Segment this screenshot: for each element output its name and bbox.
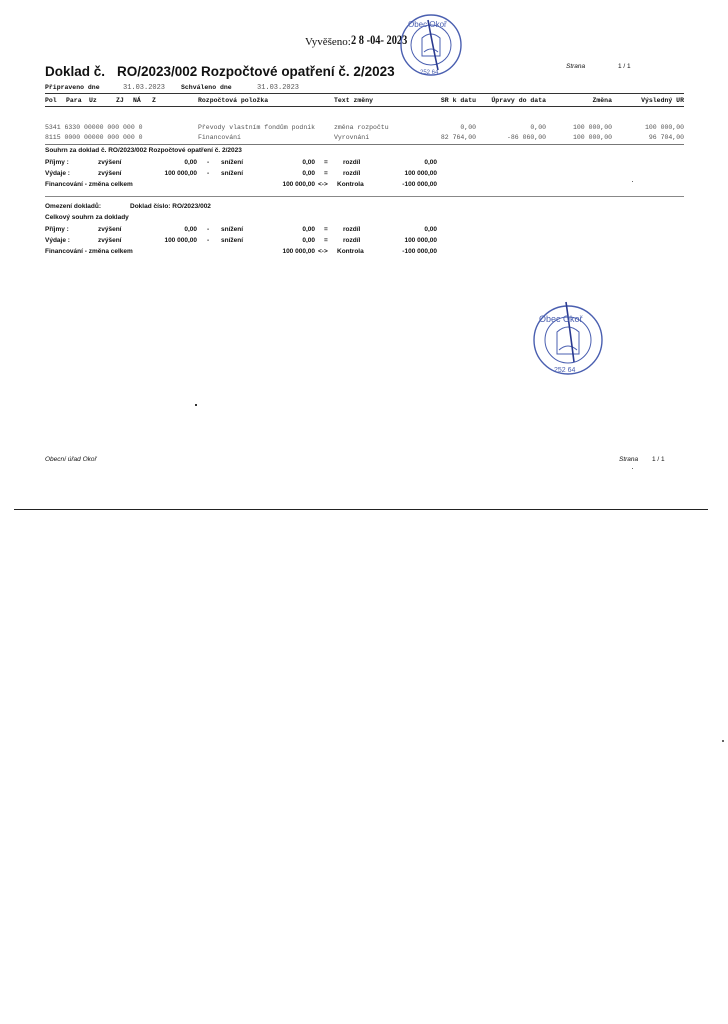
summary2-title: Celkový souhrn za doklady <box>45 214 129 221</box>
doc-title: RO/2023/002 Rozpočtové opatření č. 2/2023 <box>117 64 395 79</box>
col-na: NÁ <box>133 97 141 104</box>
row-codes: 8115 0000 00000 000 000 0 <box>45 134 143 141</box>
prijmy-label: Příjmy : <box>45 226 69 233</box>
rozdil-label: rozdíl <box>343 226 361 233</box>
snizeni-value: 0,00 <box>302 170 315 177</box>
snizeni-label: snížení <box>221 170 244 177</box>
row-upravy: -86 060,00 <box>506 134 546 141</box>
col-z: Z <box>152 97 156 104</box>
omezeni-label: Omezení dokladů: <box>45 203 101 210</box>
zvyseni-value: 0,00 <box>184 159 197 166</box>
row-text: Vyrovnání <box>334 134 370 141</box>
financovani-label: Financování - změna celkem <box>45 248 133 255</box>
snizeni-label: snížení <box>221 159 244 166</box>
row-sr: 82 764,00 <box>440 134 476 141</box>
rozdil-value: 0,00 <box>424 159 437 166</box>
scan-speck <box>722 740 724 742</box>
snizeni-value: 0,00 <box>302 237 315 244</box>
page-bottom-rule <box>14 509 708 510</box>
zvyseni-value: 100 000,00 <box>164 170 197 177</box>
rows-bottom-rule <box>45 144 684 145</box>
row-sr: 0,00 <box>460 124 476 131</box>
col-vysledny: Výsledný UR <box>641 97 684 104</box>
page-value: 1 / 1 <box>618 63 631 70</box>
equals: = <box>324 170 328 177</box>
equals: = <box>324 226 328 233</box>
doklad-label: Doklad číslo: RO/2023/002 <box>130 203 211 210</box>
zvyseni-label: zvýšení <box>98 237 122 244</box>
vydaje-label: Výdaje : <box>45 170 70 177</box>
summary1-title: Souhrn za doklad č. RO/2023/002 Rozpočtové opatření č. 2/2023 <box>45 147 242 154</box>
arrow: <-> <box>318 248 328 255</box>
posted-label: Vyvěšeno: <box>305 36 351 48</box>
col-uz: Uz <box>89 97 97 104</box>
scan-speck <box>195 404 197 406</box>
snizeni-label: snížení <box>221 226 244 233</box>
rozdil-value: 0,00 <box>424 226 437 233</box>
zvyseni-label: zvýšení <box>98 170 122 177</box>
prepared-label: Připraveno dne <box>45 84 100 91</box>
doc-label: Doklad č. <box>45 64 106 79</box>
stamp-code: 252 64 <box>420 70 439 76</box>
zvyseni-label: zvýšení <box>98 159 122 166</box>
kontrola-label: Kontrola <box>337 248 364 255</box>
page-label: Strana <box>566 63 586 70</box>
footer-page-label: Strana <box>619 456 639 463</box>
col-upravy: Úpravy do data <box>491 97 546 104</box>
approved-label: Schváleno dne <box>181 84 232 91</box>
posted-date: 2 8 -04- 2023 <box>351 32 408 47</box>
rozdil-label: rozdíl <box>343 159 361 166</box>
col-pol: Pol <box>45 97 57 104</box>
rozdil-value: 100 000,00 <box>404 170 437 177</box>
stamp-text: Obec Okoř <box>539 314 583 324</box>
footer-page-value: 1 / 1 <box>652 456 665 463</box>
financovani-label: Financování - změna celkem <box>45 181 133 188</box>
row-item: Financování <box>198 134 241 141</box>
stamp-text: Obec Okoř <box>408 20 447 29</box>
col-text: Text změny <box>334 97 374 104</box>
official-stamp-icon <box>398 12 464 78</box>
rozdil-value: 100 000,00 <box>404 237 437 244</box>
col-sr: SR k datu <box>440 97 476 104</box>
kontrola-value: -100 000,00 <box>402 181 437 188</box>
prepared-date: 31.03.2023 <box>123 84 166 92</box>
row-zmena: 100 000,00 <box>572 124 612 131</box>
summary-divider <box>45 196 684 197</box>
rozdil-label: rozdíl <box>343 237 361 244</box>
prijmy-label: Příjmy : <box>45 159 69 166</box>
dash: - <box>207 170 210 177</box>
row-text: změna rozpočtu <box>334 124 389 131</box>
row-upravy: 0,00 <box>530 124 546 131</box>
snizeni-label: snížení <box>221 237 244 244</box>
approved-date: 31.03.2023 <box>257 84 300 92</box>
zvyseni-value: 0,00 <box>184 226 197 233</box>
row-vysledny: 96 704,00 <box>648 134 684 141</box>
rozdil-label: rozdíl <box>343 170 361 177</box>
kontrola-value: -100 000,00 <box>402 248 437 255</box>
zvyseni-label: zvýšení <box>98 226 122 233</box>
scan-speck <box>632 468 633 469</box>
col-zmena: Změna <box>592 97 612 104</box>
stamp-code: 252 64 <box>554 367 576 374</box>
col-zj: ZJ <box>116 97 124 104</box>
row-vysledny: 100 000,00 <box>644 124 684 131</box>
equals: = <box>324 159 328 166</box>
financovani-value: 100 000,00 <box>282 248 315 255</box>
scan-speck <box>632 181 633 182</box>
header-top-rule <box>45 93 684 94</box>
dash: - <box>207 226 210 233</box>
row-zmena: 100 000,00 <box>572 134 612 141</box>
col-para: Para <box>66 97 82 104</box>
equals: = <box>324 237 328 244</box>
row-item: Převody vlastním fondům podnik <box>198 124 316 131</box>
col-item: Rozpočtová položka <box>198 97 269 104</box>
snizeni-value: 0,00 <box>302 226 315 233</box>
zvyseni-value: 100 000,00 <box>164 237 197 244</box>
row-codes: 5341 6330 00000 000 000 0 <box>45 124 143 131</box>
arrow: <-> <box>318 181 328 188</box>
header-bottom-rule <box>45 106 684 107</box>
vydaje-label: Výdaje : <box>45 237 70 244</box>
kontrola-label: Kontrola <box>337 181 364 188</box>
dash: - <box>207 237 210 244</box>
footer-office: Obecní úřad Okoř <box>45 456 97 463</box>
snizeni-value: 0,00 <box>302 159 315 166</box>
financovani-value: 100 000,00 <box>282 181 315 188</box>
official-stamp-icon <box>530 300 606 376</box>
dash: - <box>207 159 210 166</box>
